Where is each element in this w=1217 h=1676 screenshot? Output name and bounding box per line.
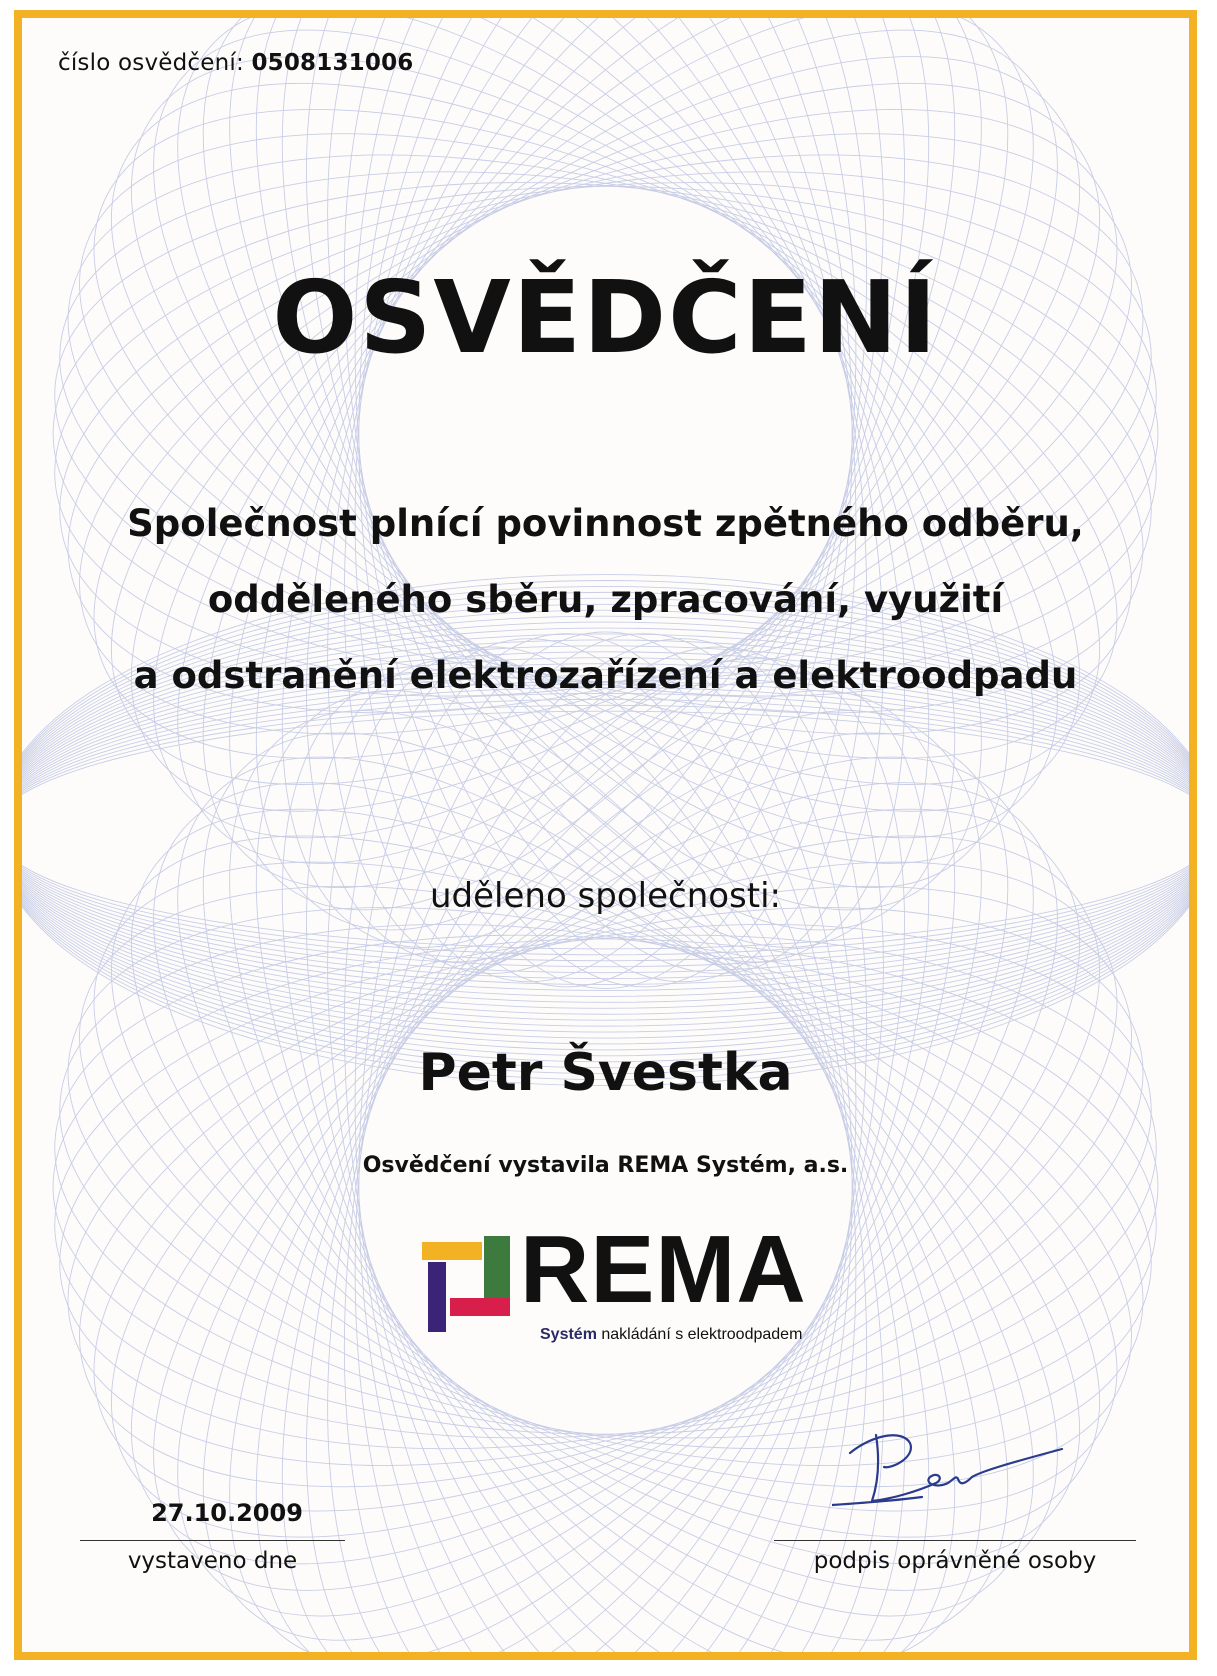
logo-tagline-rest: nakládání s elektroodpadem <box>596 1326 803 1343</box>
rema-logo <box>422 1216 842 1356</box>
signature-label: podpis oprávněné osoby <box>813 1548 1097 1574</box>
certificate-number-value: 0508131006 <box>251 50 414 76</box>
purpose-line-1: Společnost plnící povinnost zpětného odběru, <box>127 502 1084 545</box>
guilloche-curve <box>359 632 852 1652</box>
guilloche-curve <box>22 18 1189 856</box>
guilloche-curve <box>22 687 1189 972</box>
guilloche-curve <box>22 18 1189 856</box>
certificate-number <box>58 50 413 76</box>
issuer-statement: Osvědčení vystavila REMA Systém, a.s. <box>362 1153 849 1178</box>
certificate-number-label: číslo osvědčení: <box>58 50 244 76</box>
certificate-frame <box>14 10 1197 1660</box>
issue-date-label: vystaveno dne <box>127 1548 298 1574</box>
handwritten-signature <box>832 1413 1092 1523</box>
signature-underline <box>774 1540 1136 1541</box>
issue-date: 27.10.2009 <box>151 1499 303 1527</box>
granted-to-label: uděleno společnosti: <box>429 876 782 916</box>
logo-mark-purple-block <box>428 1262 446 1332</box>
logo-tagline-bold: Systém <box>540 1326 597 1343</box>
guilloche-curve <box>53 939 1158 1434</box>
guilloche-curve <box>22 699 1189 960</box>
certificate-title: OSVĚDČENÍ <box>272 259 939 376</box>
certificate-purpose <box>22 486 1189 714</box>
logo-wordmark: REMA <box>520 1216 807 1323</box>
guilloche-curve <box>22 670 1189 991</box>
date-underline <box>80 1540 345 1541</box>
recipient-name: Petr Švestka <box>418 1043 793 1103</box>
logo-mark-orange-block <box>422 1242 482 1260</box>
guilloche-curve <box>22 693 1189 966</box>
guilloche-curve <box>22 705 1189 955</box>
logo-mark-green-block <box>484 1236 510 1298</box>
rema-logo-mark-icon <box>422 1236 522 1336</box>
purpose-line-3: a odstranění elektrozařízení a elektroodpadu <box>133 654 1078 697</box>
purpose-line-2: odděleného sběru, zpracování, využití <box>207 578 1004 621</box>
logo-mark-red-block <box>450 1298 510 1316</box>
logo-tagline <box>540 1326 802 1344</box>
